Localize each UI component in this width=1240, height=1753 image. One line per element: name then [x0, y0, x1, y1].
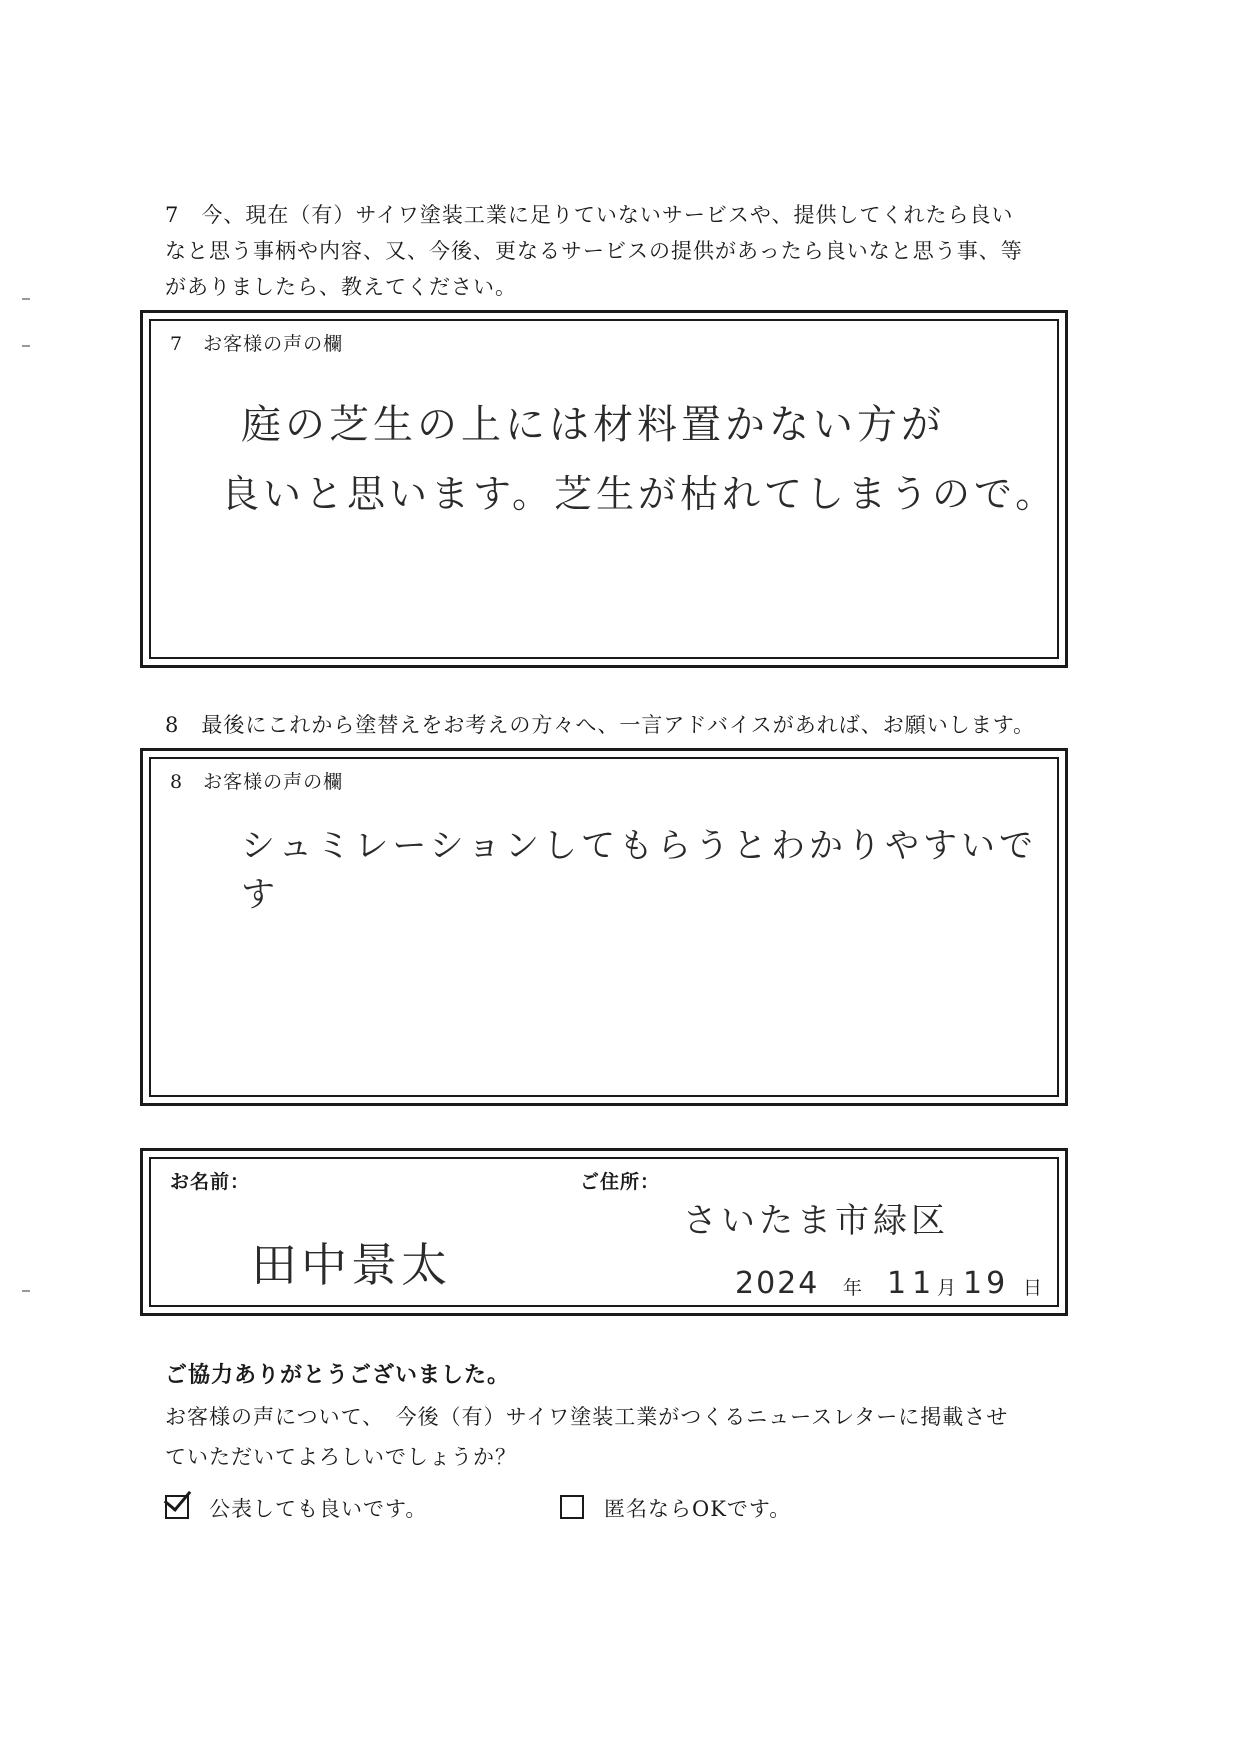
option-public-label: 公表しても良いです。 — [209, 1497, 428, 1521]
answer-7-handwriting-line-1: 庭の芝生の上には材料置かない方が — [241, 402, 945, 448]
answer-7-handwriting-line-2: 良いと思います。芝生が枯れてしまうので。 — [221, 472, 1058, 516]
checkmark-icon — [164, 1483, 192, 1512]
option-anonymous[interactable] — [560, 1493, 791, 1523]
date-day: 19 — [963, 1266, 1010, 1301]
question-7-line-1: 7 今、現在（有）サイワ塗装工業に足りていないサービスや、提供してくれたら良い — [165, 203, 1014, 227]
day-label: 日 — [1023, 1277, 1043, 1299]
question-7-line-2: なと思う事柄や内容、又、今後、更なるサービスの提供があったら良いなと思う事、等 — [165, 239, 1023, 263]
question-8 — [165, 707, 1065, 743]
name-handwriting: 田中景太 — [251, 1238, 451, 1292]
consent-line-1: お客様の声について、 今後（有）サイワ塗装工業がつくるニュースレターに掲載させ — [165, 1405, 1009, 1429]
date-month: 11 — [887, 1266, 938, 1301]
date-year: 2024 — [735, 1266, 820, 1301]
address-handwriting: さいたま市緑区 — [683, 1201, 949, 1241]
answer-box-7-label: 7 お客様の声の欄 — [170, 333, 344, 355]
answer-box-8 — [140, 748, 1068, 1106]
option-public[interactable] — [165, 1493, 427, 1523]
name-label: お名前： — [170, 1171, 251, 1193]
question-8-text: 8 最後にこれから塗替えをお考えの方々へ、一言アドバイスがあれば、お願いします。 — [165, 713, 1036, 737]
year-label: 年 — [843, 1277, 863, 1299]
option-anonymous-label: 匿名ならOKです。 — [604, 1497, 792, 1521]
month-label: 月 — [937, 1277, 957, 1299]
address-label: ご住所： — [580, 1171, 661, 1193]
answer-box-8-label: 8 お客様の声の欄 — [170, 771, 344, 793]
answer-box-7 — [140, 310, 1068, 668]
question-7-line-3: がありましたら、教えてください。 — [165, 275, 517, 299]
consent-question — [165, 1397, 1065, 1477]
public-checkbox[interactable] — [165, 1495, 189, 1519]
consent-line-2: ていただいてよろしいでしょうか？ — [165, 1445, 517, 1469]
thanks-message: ご協力ありがとうございました。 — [165, 1363, 511, 1388]
question-7 — [165, 197, 1065, 305]
customer-info-box — [140, 1148, 1068, 1316]
anonymous-checkbox[interactable] — [560, 1495, 584, 1519]
answer-8-handwriting: シュミレーションしてもらうとわかりやすいです — [241, 826, 1037, 915]
